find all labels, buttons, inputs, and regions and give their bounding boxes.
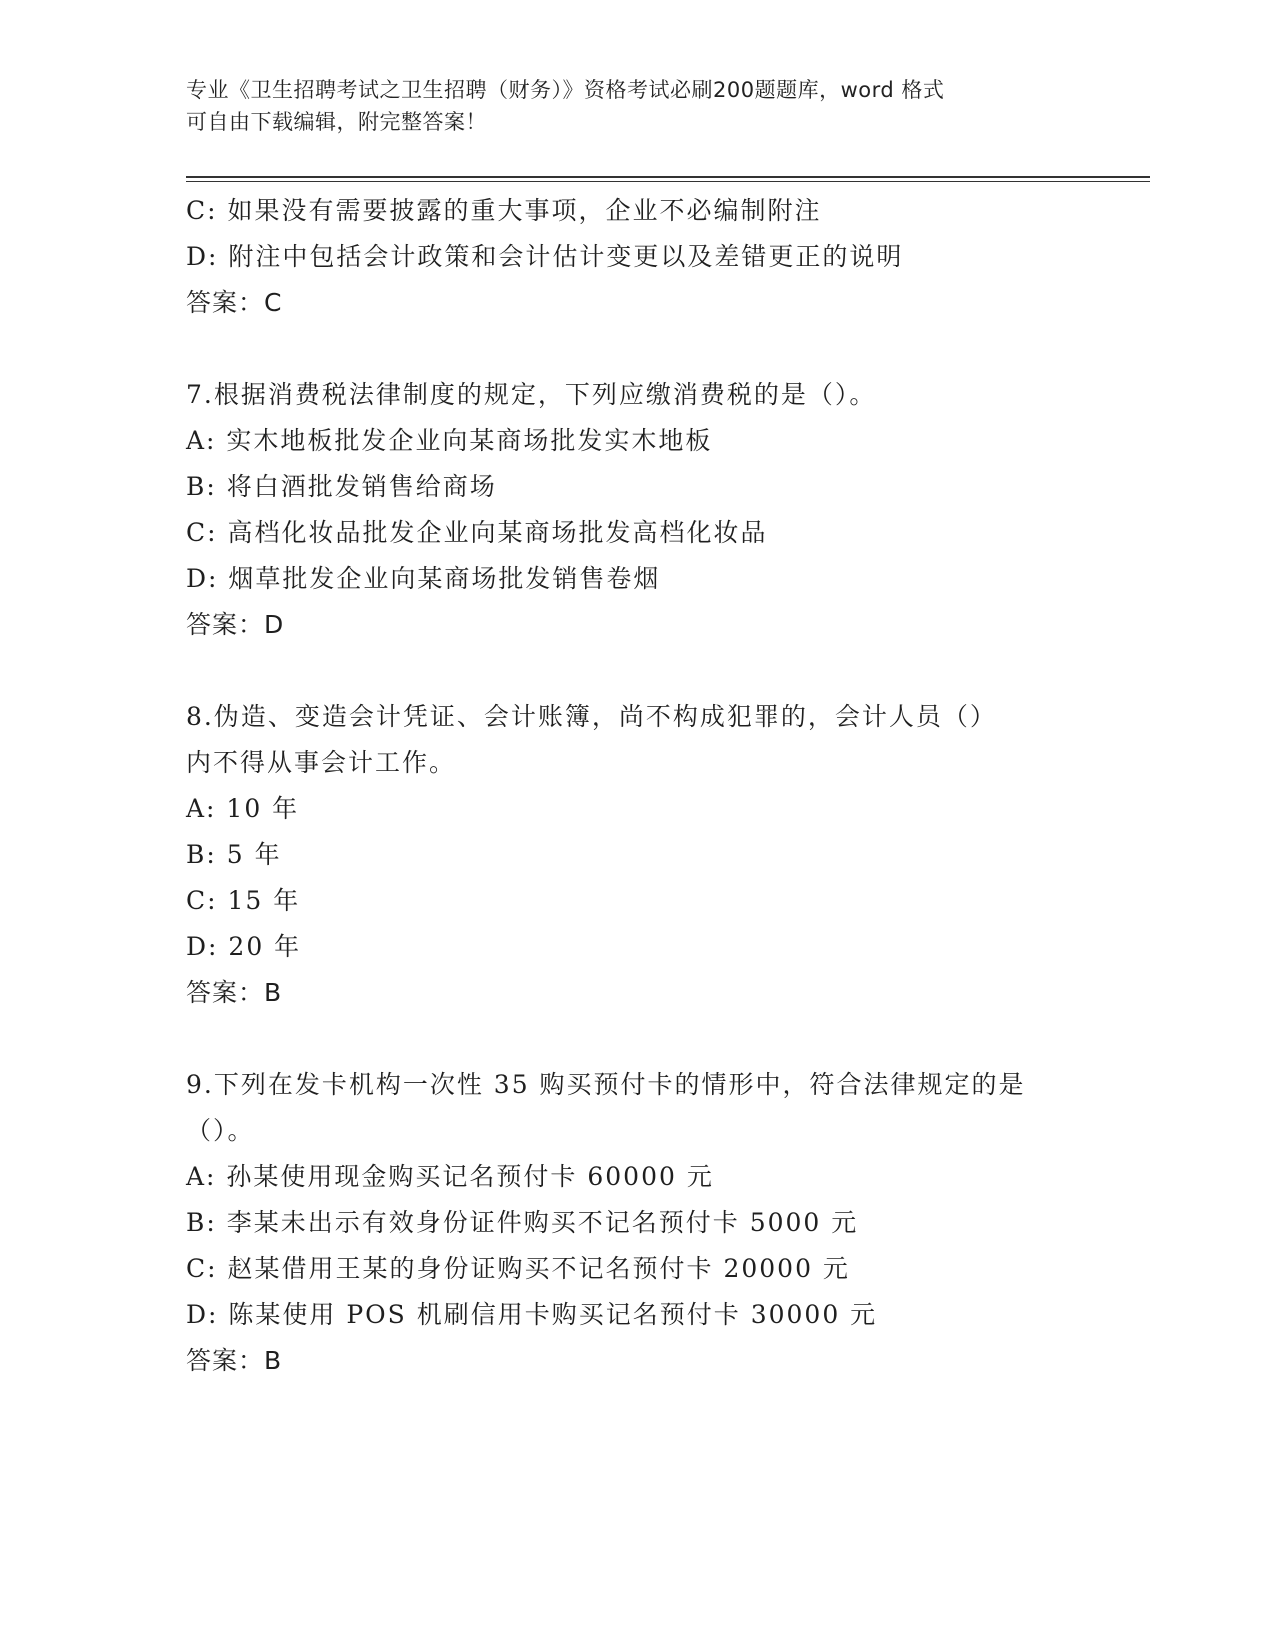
- option-c: C: 如果没有需要披露的重大事项，企业不必编制附注: [186, 196, 822, 225]
- question-stem-continued: 内不得从事会计工作。: [186, 748, 457, 777]
- header-divider-thin: [186, 181, 1150, 182]
- spacer: [186, 1016, 1086, 1062]
- option-d: D: 附注中包括会计政策和会计估计变更以及差错更正的说明: [186, 242, 904, 271]
- option-c: C: 赵某借用王某的身份证购买不记名预付卡 20000 元: [186, 1254, 850, 1283]
- spacer: [186, 648, 1086, 694]
- option-d: D: 陈某使用 POS 机刷信用卡购买记名预付卡 30000 元: [186, 1300, 878, 1329]
- question-8: [186, 694, 1086, 1016]
- question-stem: 8.伪造、变造会计凭证、会计账簿，尚不构成犯罪的，会计人员（）: [186, 702, 997, 731]
- header-divider-thick: [186, 176, 1150, 178]
- option-d: D: 20 年: [186, 932, 302, 961]
- option-b: B: 李某未出示有效身份证件购买不记名预付卡 5000 元: [186, 1208, 859, 1237]
- spacer: [186, 326, 1086, 372]
- question-content: [186, 188, 1086, 1384]
- answer-line: 答案：B: [186, 978, 283, 1007]
- option-c: C: 15 年: [186, 886, 301, 915]
- option-b: B: 将白酒批发销售给商场: [186, 472, 497, 501]
- question-stem: 7.根据消费税法律制度的规定，下列应缴消费税的是（）。: [186, 380, 877, 409]
- option-c: C: 高档化妆品批发企业向某商场批发高档化妆品: [186, 518, 768, 547]
- question-stem: 9.下列在发卡机构一次性 35 购买预付卡的情形中，符合法律规定的是: [186, 1070, 1026, 1099]
- question-9: [186, 1062, 1086, 1384]
- answer-line: 答案：D: [186, 610, 285, 639]
- option-d: D: 烟草批发企业向某商场批发销售卷烟: [186, 564, 661, 593]
- question-6-continued: [186, 188, 1086, 326]
- question-7: [186, 372, 1086, 648]
- header-line-2: 可自由下载编辑，附完整答案！: [186, 110, 487, 134]
- option-b: B: 5 年: [186, 840, 282, 869]
- page-header: [186, 74, 1066, 138]
- header-line-1: 专业《卫生招聘考试之卫生招聘（财务）》资格考试必刷200题题库，word 格式: [186, 78, 945, 102]
- option-a: A: 孙某使用现金购买记名预付卡 60000 元: [186, 1162, 714, 1191]
- option-a: A: 实木地板批发企业向某商场批发实木地板: [186, 426, 713, 455]
- option-a: A: 10 年: [186, 794, 300, 823]
- question-stem-continued: （）。: [186, 1116, 255, 1145]
- answer-line: 答案：C: [186, 288, 283, 317]
- answer-line: 答案：B: [186, 1346, 283, 1375]
